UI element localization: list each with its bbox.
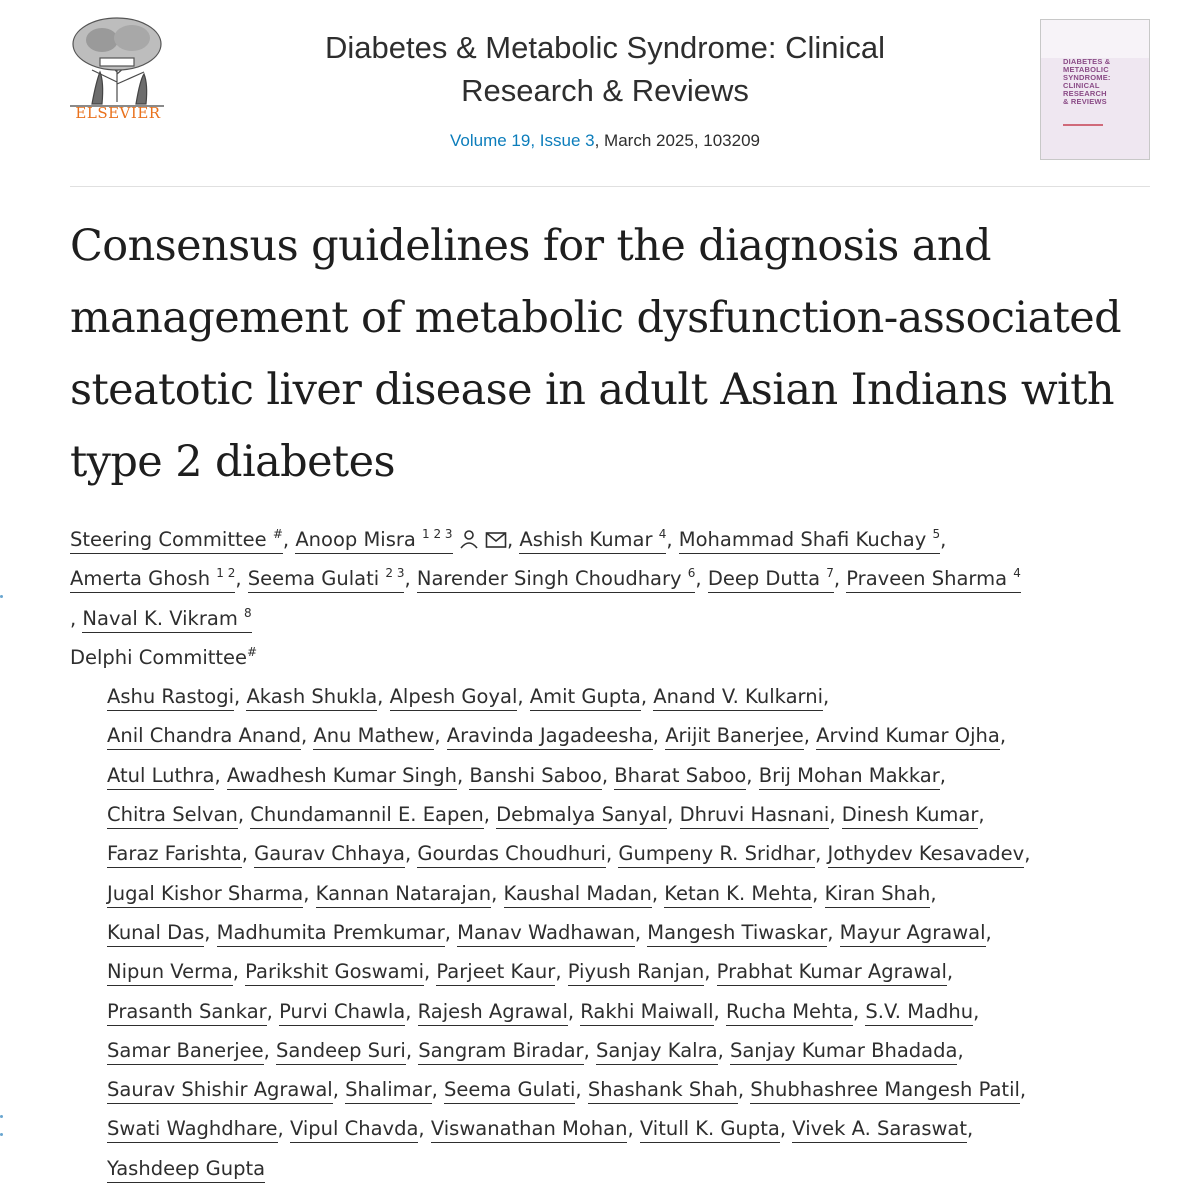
affiliation-marker[interactable]: 6 [687, 566, 696, 581]
delphi-member-link[interactable]: Nipun Verma [107, 960, 233, 986]
delphi-member-link[interactable]: Brij Mohan Makkar [759, 764, 940, 790]
delphi-committee-label [70, 638, 1155, 677]
delphi-member-link[interactable]: Anu Mathew [313, 724, 434, 750]
author-link[interactable] [679, 528, 940, 554]
journal-header [0, 0, 1191, 175]
margin-marker [0, 1133, 3, 1136]
delphi-member-link[interactable]: Samar Banerjee [107, 1039, 264, 1065]
delphi-member-link[interactable]: Kaushal Madan [504, 882, 652, 908]
delphi-member-link[interactable]: Yashdeep Gupta [107, 1157, 265, 1183]
delphi-member-link[interactable]: Alpesh Goyal [390, 685, 518, 711]
delphi-member-link[interactable]: Seema Gulati [444, 1078, 575, 1104]
margin-marker [0, 595, 3, 598]
author-name[interactable]: Ashish Kumar [519, 528, 653, 551]
delphi-member-link[interactable]: Madhumita Premkumar [217, 921, 445, 947]
author-link[interactable] [846, 567, 1021, 593]
cover-text-line: & REVIEWS [1063, 97, 1107, 106]
delphi-member-link[interactable]: Jugal Kishor Sharma [107, 882, 303, 908]
delphi-member-link[interactable]: Sandeep Suri [276, 1039, 406, 1065]
cover-text-line: RESEARCH [1063, 89, 1107, 98]
delphi-committee-title: Delphi Committee [70, 645, 248, 669]
cover-text-line: DIABETES & [1063, 57, 1111, 66]
delphi-member-link[interactable]: Dhruvi Hasnani [680, 803, 830, 829]
delphi-committee-list: Ashu Rastogi, Akash Shukla, Alpesh Goyal, Amit Gupta, Anand V. Kulkarni, Anil Chandra Anand, Anu Mathew, Aravinda Jagadeesha, Arijit Banerjee, Arvind Kumar Ojha, Atul Luthra, Awadhesh Kumar Singh, Banshi Saboo, Bharat Saboo, Brij Mohan Makkar, Chitra Selvan, Chundamannil E. Eapen, Debmalya Sanyal, Dhruvi Hasnani, Dinesh Kumar, Faraz Farishta, Gaurav Chhaya, Gourdas Choudhuri, Gumpeny R. Sridhar, Jothydev Kesavadev, Jugal Kishor Sharma, Kannan Natarajan, Kaushal Madan, Ketan K. Mehta, Kiran Shah, Kunal Das, Madhumita Premkumar, Manav Wadhawan, Mangesh Tiwaskar, Mayur Agrawal, Nipun Verma, Parikshit Goswami, Parjeet Kaur, Piyush Ranjan, Prabhat Kumar Agrawal, Prasanth Sankar, Purvi Chawla, Rajesh Agrawal, Rakhi Maiwall, Rucha Mehta, S.V. Madhu, Samar Banerjee, Sandeep Suri, Sangram Biradar, Sanjay Kalra, Sanjay Kumar Bhadada, Saurav Shishir Agrawal, Shalimar, Seema Gulati, Shashank Shah, Shubhashree Mangesh Patil, Swati Waghdhare, Vipul Chavda, Viswanathan Mohan, Vitull K. Gupta, Vivek A. Saraswat, Yashdeep Gupta [70, 677, 1155, 1188]
affiliation-marker[interactable]: 2 3 [385, 566, 405, 581]
delphi-member-link[interactable]: Kunal Das [107, 921, 204, 947]
delphi-member-link[interactable]: S.V. Madhu [865, 1000, 973, 1026]
journal-cover-thumbnail[interactable] [1040, 19, 1150, 160]
delphi-member-link[interactable]: Chundamannil E. Eapen [250, 803, 483, 829]
delphi-member-link[interactable]: Parjeet Kaur [436, 960, 555, 986]
journal-title[interactable] [230, 26, 980, 112]
author-link[interactable] [248, 567, 405, 593]
delphi-member-link[interactable]: Rucha Mehta [726, 1000, 853, 1026]
author-link[interactable] [417, 567, 696, 593]
affiliation-marker[interactable]: 7 [826, 566, 834, 581]
affiliation-marker[interactable]: 4 [1013, 566, 1021, 581]
delphi-member-link[interactable]: Arvind Kumar Ojha [816, 724, 1000, 750]
delphi-member-link[interactable]: Sanjay Kumar Bhadada [730, 1039, 957, 1065]
delphi-member-link[interactable]: Purvi Chawla [279, 1000, 405, 1026]
delphi-member-link[interactable]: Vipul Chavda [290, 1117, 418, 1143]
delphi-member-link[interactable]: Faraz Farishta [107, 842, 242, 868]
author-link[interactable] [70, 528, 283, 554]
author-link[interactable] [295, 528, 452, 554]
author-link[interactable] [519, 528, 666, 554]
delphi-member-link[interactable]: Shashank Shah [588, 1078, 738, 1104]
delphi-member-link[interactable]: Gumpeny R. Sridhar [618, 842, 815, 868]
author-list: Steering Committee #, Anoop Misra $^{1 2 3}$ , Ashish Kumar $^4$, Mohammad Shafi Kuchay $^5$, Amerta Ghosh $^{1 2}$, Seema Gulati $^{2 3}$, Narender Singh Choudhary $^6$, Deep Dutta $^7$, Praveen Sharma $^4$ , Naval K. Vikram $^8$ Delphi Committee# Ashu Rastogi, Akash Shukla, Alpesh Goyal, Amit Gupta, Anand V. Kulkarni, Anil Chandra Anand, Anu Mathew, Aravinda Jagadeesha, Arijit Banerjee, Arvind Kumar Ojha, Atul Luthra, Awadhesh Kumar Singh, Banshi Saboo, Bharat Saboo, Brij Mohan Makkar, Chitra Selvan, Chundamannil E. Eapen, Debmalya Sanyal, Dhruvi Hasnani, Dinesh Kumar, Faraz Farishta, Gaurav Chhaya, Gourdas Choudhuri, Gumpeny R. Sridhar, Jothydev Kesavadev, Jugal Kishor Sharma, Kannan Natarajan, Kaushal Madan, Ketan K. Mehta, Kiran Shah, Kunal Das, Madhumita Premkumar, Manav Wadhawan, Mangesh Tiwaskar, Mayur Agrawal, Nipun Verma, Parikshit Goswami, Parjeet Kaur, Piyush Ranjan, Prabhat Kumar Agrawal, Prasanth Sankar, Purvi Chawla, Rajesh Agrawal, Rakhi Maiwall, Rucha Mehta, S.V. Madhu, Samar Banerjee, Sandeep Suri, Sangram Biradar, Sanjay Kalra, Sanjay Kumar Bhadada, Saurav Shishir Agrawal, Shalimar, Seema Gulati, Shashank Shah, Shubhashree Mangesh Patil, Swati Waghdhare, Vipul Chavda, Viswanathan Mohan, Vitull K. Gupta, Vivek A. Saraswat, Yashdeep Gupta [70, 520, 1155, 1188]
delphi-member-link[interactable]: Aravinda Jagadeesha [447, 724, 653, 750]
delphi-member-link[interactable]: Ashu Rastogi [107, 685, 234, 711]
affiliation-marker[interactable]: 1 2 [216, 566, 236, 581]
affiliation-marker[interactable]: 4 [658, 527, 667, 541]
author-name[interactable]: Naval K. Vikram [82, 606, 238, 630]
header-divider [70, 186, 1150, 187]
delphi-member-link[interactable]: Bharat Saboo [614, 764, 746, 790]
author-link[interactable] [82, 607, 251, 633]
cover-text-line: SYNDROME: [1063, 73, 1111, 82]
delphi-member-link[interactable]: Mayur Agrawal [840, 921, 986, 947]
delphi-member-link[interactable]: Mangesh Tiwaskar [647, 921, 827, 947]
author-name[interactable]: Seema Gulati [247, 567, 380, 591]
delphi-member-link[interactable]: Shalimar [345, 1078, 431, 1104]
delphi-member-link[interactable]: Kannan Natarajan [316, 882, 491, 908]
journal-title-line-1[interactable]: Diabetes & Metabolic Syndrome: Clinical [325, 30, 885, 65]
journal-title-line-2[interactable]: Research & Reviews [461, 73, 749, 108]
cover-text-line: METABOLIC [1063, 65, 1109, 74]
delphi-member-link[interactable]: Gourdas Choudhuri [417, 842, 606, 868]
author-name[interactable]: Steering Committee [70, 528, 267, 551]
affiliation-marker[interactable]: 8 [244, 605, 252, 620]
author-name[interactable]: Mohammad Shafi Kuchay [678, 528, 927, 551]
delphi-member-link[interactable]: Rakhi Maiwall [580, 1000, 713, 1026]
delphi-member-link[interactable]: Vivek A. Saraswat [792, 1117, 967, 1143]
delphi-member-link[interactable]: Debmalya Sanyal [496, 803, 667, 829]
delphi-member-link[interactable]: Saurav Shishir Agrawal [107, 1078, 333, 1104]
envelope-icon[interactable] [485, 531, 507, 549]
delphi-member-link[interactable]: Banshi Saboo [469, 764, 601, 790]
volume-issue-line [230, 131, 980, 151]
delphi-member-link[interactable]: Sanjay Kalra [596, 1039, 718, 1065]
delphi-member-link[interactable]: Ketan K. Mehta [664, 882, 812, 908]
delphi-member-link[interactable]: Piyush Ranjan [568, 960, 705, 986]
delphi-member-link[interactable]: Arijit Banerjee [665, 724, 804, 750]
cover-accent-bar [1063, 124, 1103, 126]
delphi-member-link[interactable]: Swati Waghdhare [107, 1117, 278, 1143]
delphi-member-link[interactable]: Chitra Selvan [107, 803, 238, 829]
delphi-member-link[interactable]: Akash Shukla [246, 685, 377, 711]
cover-text-line: CLINICAL [1063, 81, 1100, 90]
affiliation-marker[interactable]: # [247, 644, 258, 659]
author-name[interactable]: Praveen Sharma [846, 567, 1008, 591]
delphi-member-link[interactable]: Dinesh Kumar [842, 803, 979, 829]
author-link[interactable] [708, 567, 834, 593]
volume-issue-link[interactable]: Volume 19, Issue 3 [450, 131, 595, 150]
delphi-member-link[interactable]: Prabhat Kumar Agrawal [717, 960, 947, 986]
delphi-member-link[interactable]: Jothydev Kesavadev [828, 842, 1025, 868]
delphi-member-link[interactable]: Vitull K. Gupta [640, 1117, 780, 1143]
delphi-member-link[interactable]: Parikshit Goswami [245, 960, 424, 986]
author-name[interactable]: Anoop Misra [295, 528, 416, 551]
person-icon[interactable] [459, 529, 479, 549]
author-name[interactable]: Deep Dutta [707, 567, 821, 591]
delphi-member-link[interactable]: Atul Luthra [107, 764, 214, 790]
affiliation-marker[interactable]: 5 [932, 527, 941, 541]
delphi-member-link[interactable]: Prasanth Sankar [107, 1000, 267, 1026]
delphi-member-link[interactable]: Anil Chandra Anand [107, 724, 301, 750]
delphi-member-link[interactable]: Amit Gupta [530, 685, 641, 711]
delphi-member-link[interactable]: Shubhashree Mangesh Patil [750, 1078, 1020, 1104]
publisher-name[interactable]: ELSEVIER [75, 104, 161, 122]
delphi-member-link[interactable]: Manav Wadhawan [457, 921, 635, 947]
author-name[interactable]: Narender Singh Choudhary [416, 567, 682, 591]
delphi-member-link[interactable]: Kiran Shah [825, 882, 931, 908]
affiliation-marker[interactable]: 1 2 3 [422, 527, 453, 541]
delphi-member-link[interactable]: Viswanathan Mohan [431, 1117, 628, 1143]
delphi-member-link[interactable]: Anand V. Kulkarni [653, 685, 823, 711]
publication-date-article-number: , March 2025, 103209 [594, 131, 760, 150]
cover-header [1041, 20, 1149, 58]
delphi-member-link[interactable]: Gaurav Chhaya [254, 842, 405, 868]
affiliation-marker[interactable]: # [272, 527, 283, 541]
author-name[interactable]: Amerta Ghosh [70, 567, 211, 591]
cover-title-text [1063, 58, 1111, 106]
margin-marker [0, 1115, 3, 1118]
article-title: Consensus guidelines for the diagnosis and management of metabolic dysfunction-associated steatotic liver disease in adult Asian Indians with type 2 diabetes [70, 221, 1122, 487]
author-link[interactable] [70, 567, 235, 593]
delphi-member-link[interactable]: Sangram Biradar [418, 1039, 583, 1065]
delphi-member-link[interactable]: Awadhesh Kumar Singh [227, 764, 457, 790]
delphi-member-link[interactable]: Rajesh Agrawal [418, 1000, 568, 1026]
